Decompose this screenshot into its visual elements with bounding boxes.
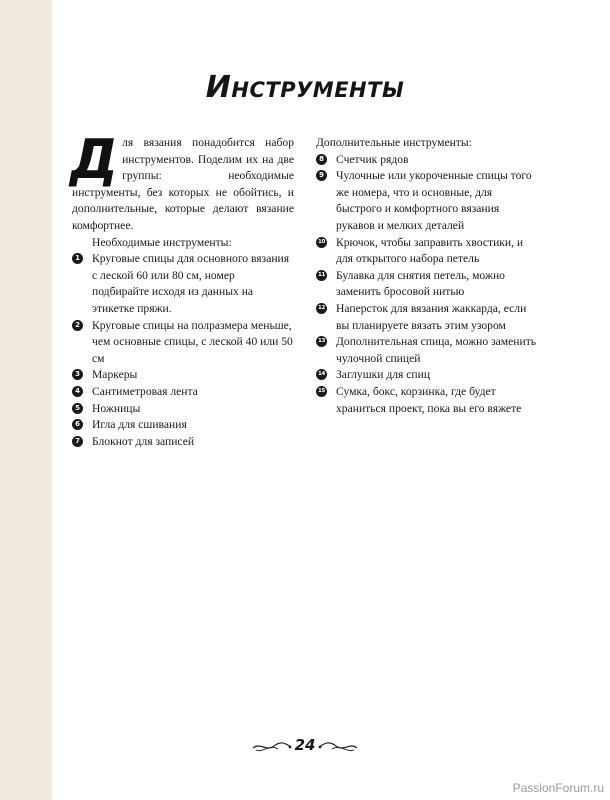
number-bullet: 7 — [72, 436, 83, 447]
page-footer — [0, 736, 610, 760]
intro-text: ля вязания понадобится набор инструментов. Поделим их на две группы: необходимые инструменты, без которых не обойтись, и дополнительные, которые делают вязание комфортнее. — [72, 136, 294, 232]
list-item-text: Счетчик рядов — [336, 152, 409, 166]
drop-cap: Д — [70, 128, 119, 191]
list-item-text: Круговые спицы для основного вязания с леской 60 или 80 см, номер подбирайте исходя из данных на этикетке пряжи. — [92, 252, 290, 315]
page-title: Инструменты — [205, 70, 405, 105]
list-item-text: Наперсток для вязания жаккарда, если вы планируете вязать этим узором — [336, 301, 527, 332]
number-bullet: 15 — [316, 386, 327, 397]
list-item-text: Сантиметровая лента — [92, 384, 198, 398]
list-item-text: Блокнот для записей — [92, 434, 195, 448]
list-item-text: Игла для сшивания — [92, 418, 187, 432]
list-item-text: Чулочные или укороченные спицы того же номера, что и основные, для быстрого и комфортного вязания рукавов и мелких деталей — [336, 169, 532, 232]
watermark: PassionForum.ru — [512, 781, 604, 795]
number-bullet: 9 — [316, 170, 327, 181]
list-item-text: Крючок, чтобы заправить хвостики, и для открытого набора петель — [336, 235, 524, 266]
number-bullet: 3 — [72, 369, 83, 380]
list-item — [316, 152, 540, 169]
list-item — [316, 301, 540, 334]
number-bullet: 6 — [72, 419, 83, 430]
number-bullet: 8 — [316, 154, 327, 165]
required-heading: Необходимые инструменты: — [92, 235, 232, 249]
list-item — [72, 318, 294, 368]
left-column — [70, 128, 294, 450]
required-list — [72, 251, 294, 450]
page-side-strip — [0, 0, 52, 800]
list-item-text: Булавка для снятия петель, можно заменить бросовой нитью — [336, 268, 505, 299]
page-number: 24 — [294, 736, 316, 754]
list-item — [316, 367, 540, 384]
number-bullet: 12 — [316, 303, 327, 314]
list-item — [72, 417, 294, 434]
flourish-right-icon — [318, 740, 358, 754]
list-item-text: Заглушки для спиц — [336, 368, 431, 382]
number-bullet: 10 — [316, 237, 327, 248]
list-item-text: Дополнительная спица, можно заменить чулочной спицей — [336, 335, 537, 365]
list-item-text: Ножницы — [92, 401, 141, 415]
intro-paragraph — [70, 128, 294, 235]
list-item — [316, 235, 540, 268]
number-bullet: 1 — [72, 253, 83, 264]
number-bullet: 11 — [316, 270, 327, 281]
list-item-text: Круговые спицы на полразмера меньше, чем основные спицы, с леской 40 или 50 см — [92, 318, 293, 365]
list-item — [72, 384, 294, 401]
number-bullet: 2 — [72, 320, 83, 331]
list-item — [72, 251, 294, 317]
number-bullet: 4 — [72, 386, 83, 397]
number-bullet: 5 — [72, 403, 83, 414]
list-item-text: Сумка, бокс, корзинка, где будет храниться проект, пока вы его вяжете — [336, 384, 522, 415]
list-item — [72, 401, 294, 418]
list-item — [72, 367, 294, 384]
additional-heading: Дополнительные инструменты: — [316, 136, 472, 149]
number-bullet: 14 — [316, 369, 327, 380]
list-item — [316, 334, 540, 367]
list-item — [316, 168, 540, 234]
number-bullet: 13 — [316, 336, 327, 347]
list-item — [316, 384, 540, 417]
right-column — [316, 135, 540, 417]
list-item — [72, 434, 294, 451]
list-item — [316, 268, 540, 301]
additional-list — [316, 152, 540, 418]
list-item-text: Маркеры — [92, 368, 138, 382]
